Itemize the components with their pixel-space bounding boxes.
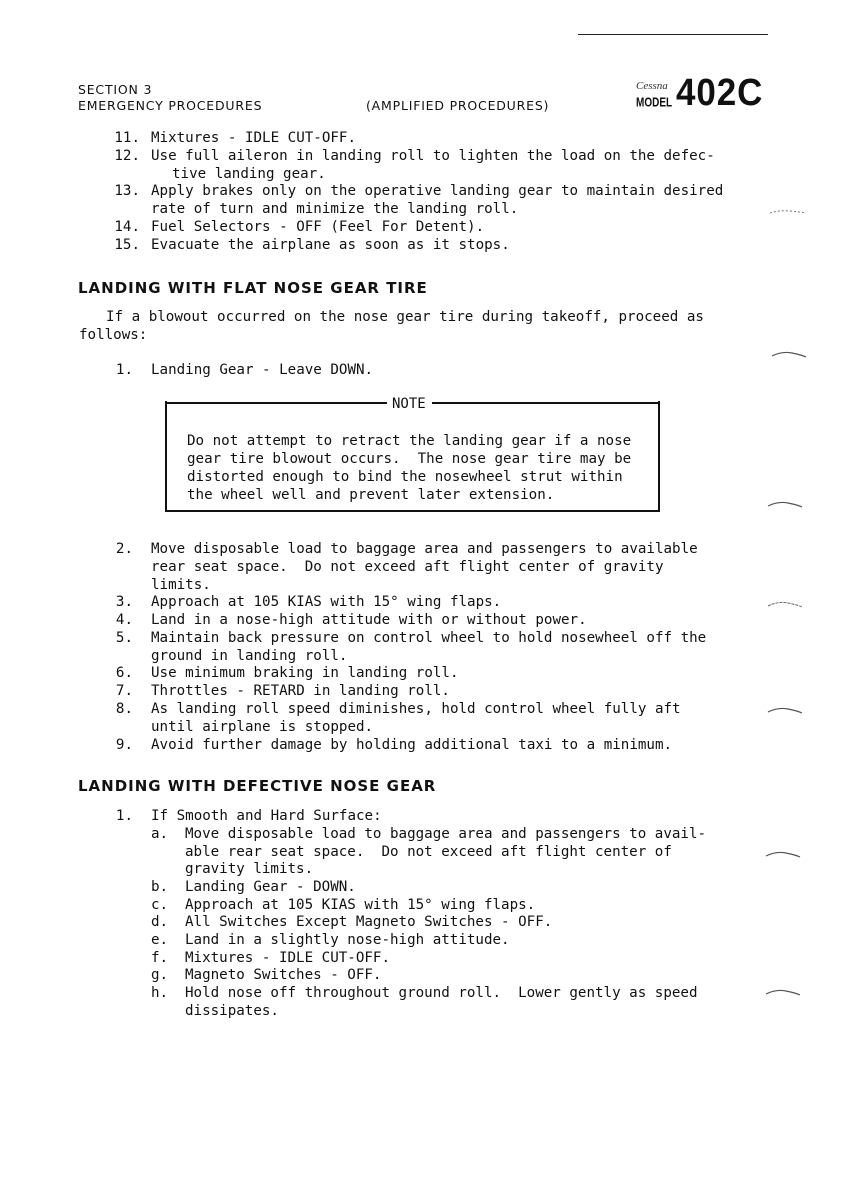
step-text: If Smooth and Hard Surface:: [151, 808, 382, 824]
substep-letter: c.: [151, 897, 169, 913]
step-number: 5.: [115, 630, 133, 646]
substep-text: Magneto Switches - OFF.: [185, 967, 382, 983]
step-text: rear seat space. Do not exceed aft flight center of gravity: [151, 559, 664, 575]
intro-text: follows:: [79, 327, 148, 343]
step-number: 11.: [114, 130, 140, 146]
step-text: Use full aileron in landing roll to lighten the load on the defec-: [151, 148, 715, 164]
substep-text: gravity limits.: [185, 861, 314, 877]
logo-model-number: 402C: [676, 72, 764, 114]
step-number: 4.: [115, 612, 133, 628]
substep-letter: h.: [151, 985, 169, 1001]
step-text: Approach at 105 KIAS with 15° wing flaps.: [151, 594, 502, 610]
heading-defective-nose-gear: LANDING WITH DEFECTIVE NOSE GEAR: [78, 777, 437, 795]
step-number: 9.: [115, 737, 133, 753]
substep-text: dissipates.: [185, 1003, 279, 1019]
substep-text: Move disposable load to baggage area and passengers to avail-: [185, 826, 707, 842]
top-rule: [578, 34, 768, 35]
logo-model-label: MODEL: [636, 96, 673, 111]
step-number: 7.: [115, 683, 133, 699]
substep-letter: e.: [151, 932, 169, 948]
step-text: tive landing gear.: [172, 166, 326, 182]
step-text: Fuel Selectors - OFF (Feel For Detent).: [151, 219, 485, 235]
margin-mark: [764, 498, 804, 508]
step-text: Land in a nose-high attitude with or without power.: [151, 612, 587, 628]
substep-text: All Switches Except Magneto Switches - OFF.: [185, 914, 553, 930]
step-number: 8.: [115, 701, 133, 717]
step-text: Use minimum braking in landing roll.: [151, 665, 459, 681]
step-number: 14.: [114, 219, 140, 235]
note-title: NOTE: [392, 396, 426, 412]
step-text: Move disposable load to baggage area and passengers to available: [151, 541, 698, 557]
step-number: 3.: [115, 594, 133, 610]
substep-letter: g.: [151, 967, 169, 983]
substep-letter: a.: [151, 826, 169, 842]
margin-mark: [768, 205, 808, 215]
margin-mark: [762, 986, 802, 996]
note-text: gear tire blowout occurs. The nose gear tire may be: [187, 451, 632, 467]
section-subtitle: EMERGENCY PROCEDURES: [78, 98, 263, 113]
step-number: 12.: [114, 148, 140, 164]
step-text: Maintain back pressure on control wheel to hold nosewheel off the: [151, 630, 707, 646]
note-text: distorted enough to bind the nosewheel strut within: [187, 469, 623, 485]
intro-text: If a blowout occurred on the nose gear tire during takeoff, proceed as: [106, 309, 704, 325]
margin-mark: [768, 348, 808, 358]
substep-text: Land in a slightly nose-high attitude.: [185, 932, 510, 948]
step-text: Avoid further damage by holding additional taxi to a minimum.: [151, 737, 673, 753]
note-text: the wheel well and prevent later extension.: [187, 487, 555, 503]
amplified-label: (AMPLIFIED PROCEDURES): [366, 98, 550, 113]
logo-brand: Cessna: [636, 80, 668, 92]
step-text: ground in landing roll.: [151, 648, 348, 664]
step-text: limits.: [151, 577, 211, 593]
substep-letter: b.: [151, 879, 169, 895]
margin-mark: [762, 848, 802, 858]
substep-text: able rear seat space. Do not exceed aft flight center of: [185, 844, 672, 860]
substep-text: Landing Gear - DOWN.: [185, 879, 356, 895]
step-text: Mixtures - IDLE CUT-OFF.: [151, 130, 356, 146]
step-text: Apply brakes only on the operative landing gear to maintain desired: [151, 183, 724, 199]
step-number: 13.: [114, 183, 140, 199]
step-text: until airplane is stopped.: [151, 719, 374, 735]
heading-flat-nose-gear-tire: LANDING WITH FLAT NOSE GEAR TIRE: [78, 279, 428, 297]
step-text: Evacuate the airplane as soon as it stops.: [151, 237, 510, 253]
substep-letter: f.: [151, 950, 169, 966]
substep-text: Approach at 105 KIAS with 15° wing flaps.: [185, 897, 536, 913]
step-text: Throttles - RETARD in landing roll.: [151, 683, 450, 699]
substep-text: Hold nose off throughout ground roll. Lower gently as speed: [185, 985, 698, 1001]
substep-letter: d.: [151, 914, 169, 930]
step-number: 6.: [115, 665, 133, 681]
substep-text: Mixtures - IDLE CUT-OFF.: [185, 950, 390, 966]
section-label: SECTION 3: [78, 82, 153, 97]
step-number: 1.: [115, 362, 133, 378]
cessna-model-logo: [624, 74, 774, 118]
step-number: 15.: [114, 237, 140, 253]
step-number: 2.: [115, 541, 133, 557]
note-text: Do not attempt to retract the landing gear if a nose: [187, 433, 632, 449]
step-text: rate of turn and minimize the landing roll.: [151, 201, 519, 217]
step-number: 1.: [115, 808, 133, 824]
step-text: Landing Gear - Leave DOWN.: [151, 362, 374, 378]
margin-mark: [764, 704, 804, 714]
step-text: As landing roll speed diminishes, hold control wheel fully aft: [151, 701, 681, 717]
margin-mark: [764, 598, 804, 608]
